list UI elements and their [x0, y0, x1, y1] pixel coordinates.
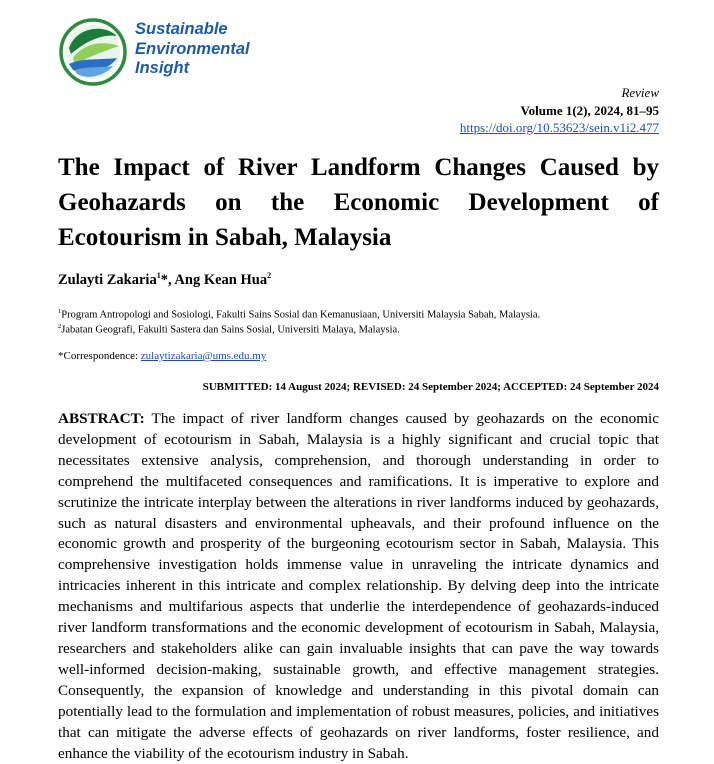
doi-link[interactable]: https://doi.org/10.53623/sein.v1i2.477	[459, 120, 659, 135]
journal-name: Sustainable Environmental Insight	[135, 20, 250, 77]
author-list: Zulayti Zakaria$^1$*, Ang Kean Hua$^2$	[58, 271, 272, 288]
abstract-text: The impact of river landform changes caused by geohazards on the economic development of ecotourism in Sabah, Malaysia is a highly significant and crucial topic that necessitates extensive analysis, comprehension, and thorough understanding in order to comprehend the multifaceted consequences and ramifications. It is imperative to explore and scrutinize the intricate interplay between the alterations in river landforms induced by geohazards, such as natural disasters and environmental upheavals, and their profound influence on the economic growth and prosperity of the burgeoning ecotourism sector in Sabah, Malaysia. This comprehensive investigation holds immense value in unraveling the intricate dynamics and intricacies inherent in this intricate and complex relationship. By delving deep into the intricate mechanisms and multifarious aspects that underlie the interdependence of geohazards-induced river landform transformations and the economic development of ecotourism in Sabah, Malaysia, researchers and stakeholders alike can gain invaluable insights that can pave the way towards well-informed decision-making, sustainable growth, and effective management strategies. Consequently, the expansion of knowledge and understanding in this pivotal domain can potentially lead to the formulation and implementation of robust measures, policies, and initiatives that can mitigate the adverse effects of geohazards on river landforms, foster resilience, and enhance the viability of the ecotourism industry in Sabah.	[58, 410, 659, 762]
author-name: Zulayti Zakaria	[58, 271, 157, 288]
journal-logo	[57, 18, 317, 86]
abstract-label: ABSTRACT:	[58, 410, 145, 427]
volume-info: Volume 1(2), 2024, 81–95	[520, 102, 659, 118]
affiliation-1: $^1$Program Antropologi and Sosiologi, Fakulti Sains Sosial dan Kemanusiaan, Universiti Malaysia Sabah, Malaysia.	[58, 308, 541, 321]
correspondence: *Correspondence: zulaytizakaria@ums.edu.my	[58, 350, 267, 362]
article-meta	[460, 84, 659, 137]
article-title: The Impact of River Landform Changes Caused by Geohazards on the Economic Development of Ecotourism in Sabah, Malaysia	[58, 154, 659, 251]
email-link[interactable]: zulaytizakaria@ums.edu.my	[140, 350, 267, 362]
leaf-globe-icon	[57, 18, 129, 86]
submission-dates: SUBMITTED: 14 August 2024; REVISED: 24 September 2024; ACCEPTED: 24 September 2024	[202, 381, 659, 393]
article-type: Review	[621, 85, 659, 100]
abstract	[58, 409, 659, 764]
affiliation-2: $^2$Jabatan Geografi, Fakulti Sastera dan Sains Sosial, Universiti Malaya, Malaysia.	[58, 323, 400, 336]
author-name: Ang Kean Hua	[174, 271, 268, 288]
